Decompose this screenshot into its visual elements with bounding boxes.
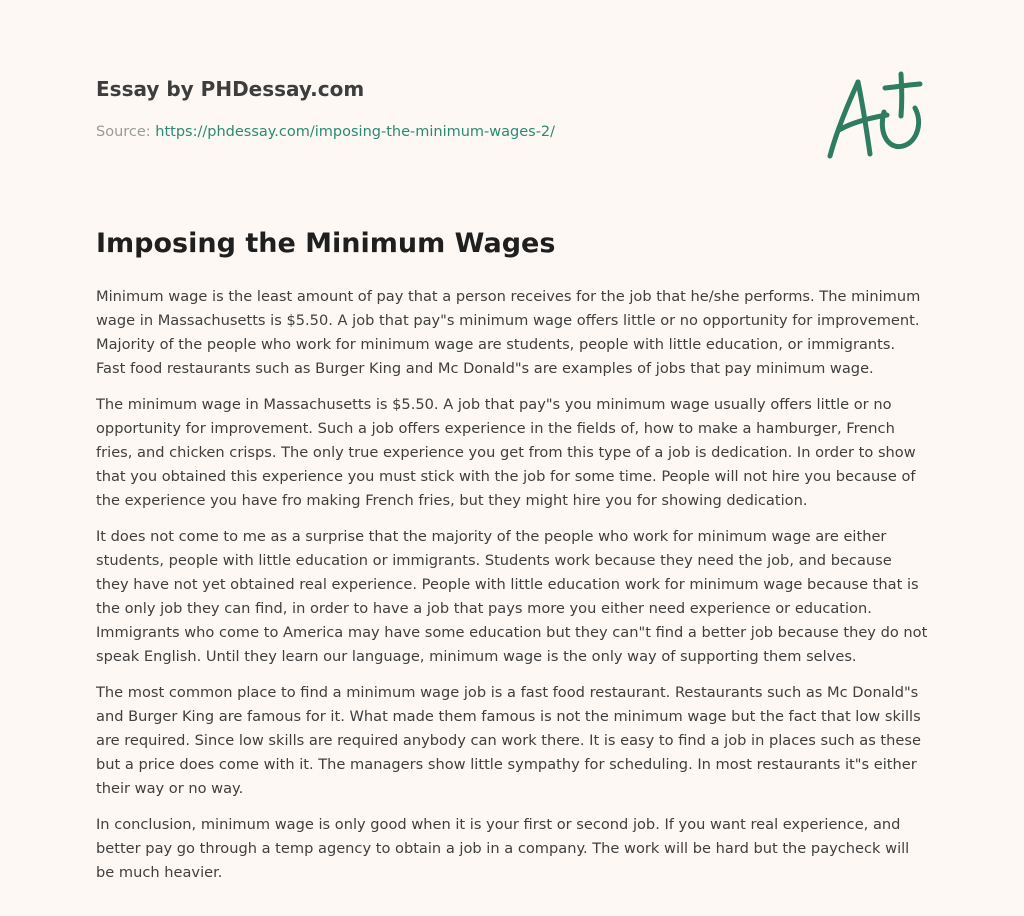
a-plus-grade-icon xyxy=(825,68,925,164)
source-label: Source: xyxy=(96,124,156,140)
source-line xyxy=(96,124,555,140)
paragraph: In conclusion, minimum wage is only good when it is your first or second job. If you want real experience, and better pay go through a temp agency to obtain a job in a company. The work will be hard but the paycheck will be much heavier. xyxy=(96,816,910,881)
site-brand: Essay by PHDessay.com xyxy=(96,77,365,101)
paragraph: The most common place to find a minimum wage job is a fast food restaurant. Restaurants such as Mc Donald"s and Burger King are famous for it. What made them famous is not the minimum wage but the fact that low skills are required. Since low skills are required anybody can work there. It is easy to find a job in places such as these but a price does come with it. The managers show little sympathy for scheduling. In most restaurants it"s either their way or no way. xyxy=(96,684,921,797)
paragraph: The minimum wage in Massachusetts is $5.50. A job that pay"s you minimum wage usually offers little or no opportunity for improvement. Such a job offers experience in the fields of, how to make a hamburger, French fries, and chicken crisps. The only true experience you get from this type of a job is dedication. In order to show that you obtained this experience you must stick with the job for some time. People will not hire you because of the experience you have fro making French fries, but they might hire you for showing dedication. xyxy=(96,396,916,509)
article-body xyxy=(96,285,928,897)
paragraph: It does not come to me as a surprise that the majority of the people who work for minimum wage are either students, people with little education or immigrants. Students work because they need the job, and because they have not yet obtained real experience. People with little education work for minimum wage because that is the only job they can find, in order to have a job that pays more you either need experience or education. Immigrants who come to America may have some education but they can"t find a better job because they do not speak English. Until they learn our language, minimum wage is the only way of supporting them selves. xyxy=(96,528,928,665)
paragraph: Minimum wage is the least amount of pay that a person receives for the job that he/she performs. The minimum wage in Massachusetts is $5.50. A job that pay"s minimum wage offers little or no opportunity for improvement. Majority of the people who work for minimum wage are students, people with little education, or immigrants. Fast food restaurants such as Burger King and Mc Donald"s are examples of jobs that pay minimum wage. xyxy=(96,288,921,377)
source-link[interactable]: https://phdessay.com/imposing-the-minimum-wages-2/ xyxy=(155,124,556,140)
article-title: Imposing the Minimum Wages xyxy=(96,228,556,259)
